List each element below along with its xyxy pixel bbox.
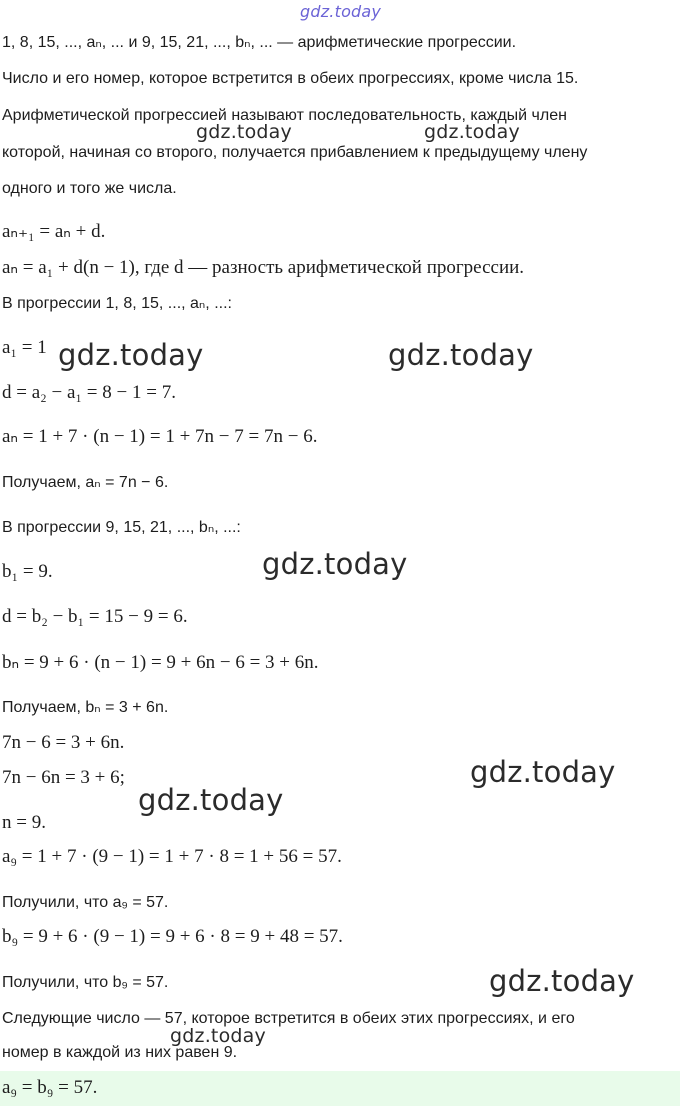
watermark: gdz.today: [138, 783, 284, 817]
an-calc: aₙ = 1 + 7 · (n − 1) = 1 + 7n − 7 = 7n − 6.: [2, 426, 318, 447]
watermark: gdz.today: [424, 121, 520, 143]
watermark: gdz.today: [58, 338, 204, 372]
formula-recurrence: aₙ₊₁ = aₙ + d.: [2, 221, 106, 242]
conclusion-line: номер в каждой из них равен 9.: [2, 1044, 238, 1061]
n-value: n = 9.: [2, 812, 46, 833]
bn-calc: bₙ = 9 + 6 · (n − 1) = 9 + 6n − 6 = 3 + 6n.: [2, 652, 319, 673]
a9-result: Получили, что a₉ = 57.: [2, 894, 169, 911]
watermark: gdz.today: [170, 1025, 266, 1047]
bn-result: Получаем, bₙ = 3 + 6n.: [2, 699, 169, 716]
an-result: Получаем, aₙ = 7n − 6.: [2, 474, 169, 491]
watermark: gdz.today: [489, 964, 635, 998]
definition-line: одного и того же числа.: [2, 180, 177, 197]
definition-line: которой, начиная со второго, получается прибавлением к предыдущему члену: [2, 144, 588, 161]
watermark: gdz.today: [196, 121, 292, 143]
b1-value: b₁ = 9.: [2, 561, 53, 582]
d-b-calc: d = b₂ − b₁ = 15 − 9 = 6.: [2, 606, 188, 627]
d-a-calc: d = a₂ − a₁ = 8 − 1 = 7.: [2, 382, 176, 403]
watermark: gdz.today: [388, 338, 534, 372]
answer-text: a₉ = b₉ = 57.: [2, 1077, 98, 1098]
watermark: gdz.today: [262, 547, 408, 581]
b9-calc: b₉ = 9 + 6 · (9 − 1) = 9 + 6 · 8 = 9 + 48 = 57.: [2, 926, 343, 947]
definition-line: Арифметической прогрессией называют последовательность, каждый член: [2, 107, 567, 124]
a1-value: a₁ = 1: [2, 337, 47, 358]
watermark: gdz.today: [300, 2, 382, 21]
answer-box: [0, 1071, 680, 1106]
b9-result: Получили, что b₉ = 57.: [2, 974, 169, 991]
equation-line: 7n − 6 = 3 + 6n.: [2, 732, 125, 753]
progression-b-heading: В прогрессии 9, 15, 21, ..., bₙ, ...:: [2, 519, 241, 536]
conclusion-line: Следующие число — 57, которое встретится в обеих этих прогрессиях, и его: [2, 1010, 575, 1027]
equation-line: 7n − 6n = 3 + 6;: [2, 767, 125, 788]
a9-calc: a₉ = 1 + 7 · (9 − 1) = 1 + 7 · 8 = 1 + 56 = 57.: [2, 846, 342, 867]
task-line: Число и его номер, которое встретится в обеих прогрессиях, кроме числа 15.: [2, 70, 579, 87]
progression-a-heading: В прогрессии 1, 8, 15, ..., aₙ, ...:: [2, 295, 232, 312]
formula-nth-term: aₙ = a₁ + d(n − 1), где d — разность арифметической прогрессии.: [2, 257, 525, 278]
problem-statement: 1, 8, 15, ..., aₙ, ... и 9, 15, 21, ..., bₙ, ... — арифметические прогрессии.: [2, 34, 517, 51]
watermark: gdz.today: [470, 755, 616, 789]
